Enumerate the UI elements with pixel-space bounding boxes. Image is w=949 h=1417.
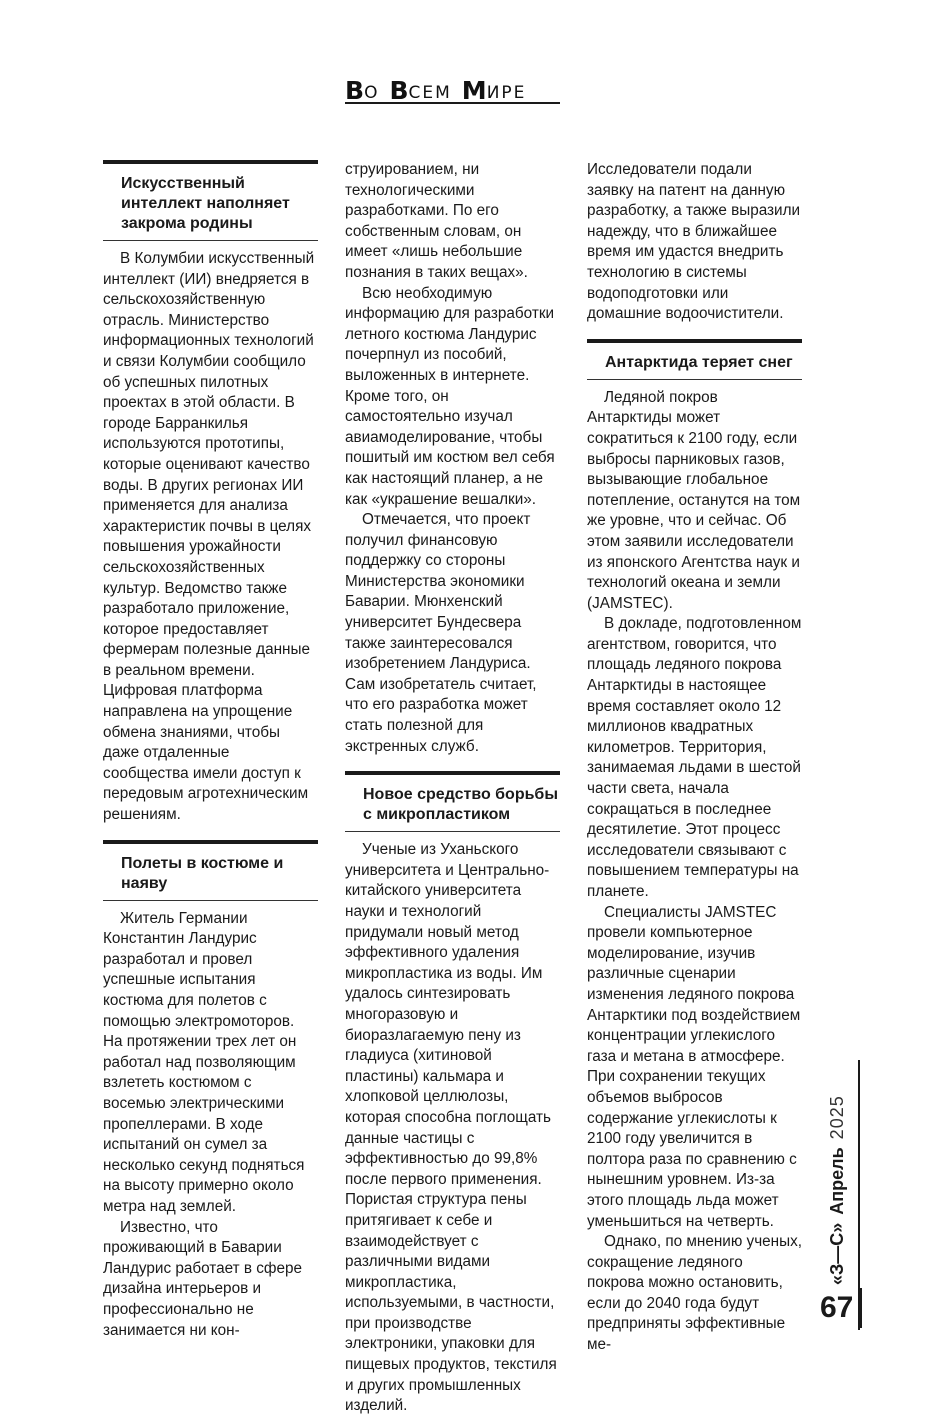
article-body-flight-cont (345, 160, 560, 757)
article-title-flight: Полеты в костюме и наяву (103, 854, 318, 901)
article-rule (103, 160, 318, 164)
article-body-flight (103, 909, 318, 1341)
issue-month: Апрель (826, 1147, 847, 1215)
article-body-antarctica (587, 388, 802, 1356)
paragraph: Всю необходимую информацию для разработки летного костюма Ландурис почерпнул из пособий, выложенных в интернете. Кроме того, он самостоятельно изучал авиамоделирование, чтобы пошитый им костюм вел себя как настоящий планер, а не как «украшение вешалки». (345, 284, 555, 508)
header-word-3: М ИРЕ (461, 76, 527, 105)
paragraph: Специалисты JAMSTEC провели компьютерное моделирование, изучив различные сценарии изменения ледяного покрова Антарктики под воздействием концентрации углекислого газа и метана в атмосфере. При сохранении текущих объемов выбросов содержание углекислоты к 2100 году увеличится в полтора раза по сравнению с нынешним уровнем. Из-за этого площадь льда может уменьшиться на четверть. (587, 903, 801, 1230)
page-number: 67 (820, 1288, 862, 1328)
header-word-1: В О (345, 76, 380, 105)
column-1 (103, 160, 318, 1341)
magazine-name: «З—С» (826, 1222, 847, 1285)
paragraph: Отмечается, что проект получил финансовую поддержку со стороны Министерства экономики Баварии. Мюнхенский университет Бундесвера также заинтересовался изобретением Ландуриса. Сам изобретатель считает, что его разработка может стать полезной для экстренных служб. (345, 511, 537, 755)
article-title-microplastic: Новое средство борьбы с микропластиком (345, 785, 560, 832)
paragraph: Житель Германии Константин Ландурис разработал и провел успешные испытания костюма для полетов с помощью электромоторов. На протяжении трех лет он работал над позволяющим взлететь костюмом с восемью электрическими пропеллерами. В ходе испытаний он сумел за несколько секунд подняться на высоту примерно около метра над землей. (103, 909, 305, 1215)
issue-info (817, 1065, 857, 1285)
paragraph: струированием, ни технологическими разработками. По его собственным словам, он имеет «лишь небольшие познания в таких вещах». (345, 161, 528, 281)
article-rule (345, 771, 560, 775)
issue-year: 2025 (826, 1095, 847, 1140)
header-word-2: В СЕМ (389, 76, 452, 105)
article-title-antarctica: Антарктида теряет снег (587, 353, 802, 380)
column-3 (587, 160, 802, 1356)
article-body-microplastic (345, 840, 560, 1417)
column-2 (345, 160, 560, 1417)
paragraph: Однако, по мнению ученых, сокращение ледяного покрова можно остановить, если до 2040 года будут предприняты эффективные ме- (587, 1233, 803, 1354)
paragraph: В докладе, подготовленном агентством, говорится, что площадь ледяного покрова Антарктиды в настоящее время составляет около 12 миллионов квадратных километров. Территория, занимаемая льдами в шестой части света, начала сокращаться в последнее десятилетие. Этот процесс исследователи связывают с повышением температуры на планете. (587, 615, 802, 900)
article-title-ai: Искусственный интеллект наполняет закрома родины (103, 174, 318, 241)
paragraph: Ученые из Уханьского университета и Центрально-китайского университета науки и технологий придумали новый метод эффективного удаления микропластика из воды. Им удалось синтезировать многоразовую и биоразлагаемую пену из гладиуса (хитиновой пластины) кальмара и хлопковой целлюлозы, которая способна поглощать данные частицы с эффективностью до 99,8% после первого применения. Пористая структура пены притягивает к себе и взаимодействует с различными видами микропластика, используемыми, в частности, при производстве электроники, упаковки для пищевых продуктов, текстиля и других промышленных изделий. (345, 841, 557, 1415)
paragraph: Исследователи подали заявку на патент на данную разработку, а также выразили надежду, что в ближайшее время им удастся внедрить технологию в системы водоподготовки или домашние водоочистители. (587, 161, 801, 323)
article-rule (587, 339, 802, 343)
article-body-microplastic-cont (587, 160, 802, 325)
paragraph: Ледяной покров Антарктиды может сократиться к 2100 году, если выбросы парниковых газов, вызывающие глобальное потепление, останутся на том же уровне, что и сейчас. Об этом заявили исследователи из японского Агентства наук и технологий океана и земли (JAMSTEC). (587, 388, 801, 612)
article-body-ai (103, 249, 318, 826)
article-rule (103, 840, 318, 844)
paragraph: В Колумбии искусственный интеллект (ИИ) внедряется в сельскохозяйственную отрасль. Министерство информационных технологий и связи Колумбии сообщило об успешных пилотных проектах в этой области. В городе Барранкилья используются прототипы, которые оценивают качество воды. В других регионах ИИ применяется для анализа характеристик почвы в целях повышения урожайности сельскохозяйственных культур. Ведомство также разработало приложение, которое предоставляет фермерам полезные данные в реальном времени. Цифровая платформа направлена на упрощение обмена знаниями, чтобы даже отдаленные сообщества имели доступ к передовым агротехническим решениям. (103, 250, 315, 824)
section-header (345, 76, 560, 104)
paragraph: Известно, что проживающий в Баварии Ландурис работает в сфере дизайна интерьеров и профессионально не занимается ни кон- (103, 1218, 303, 1339)
